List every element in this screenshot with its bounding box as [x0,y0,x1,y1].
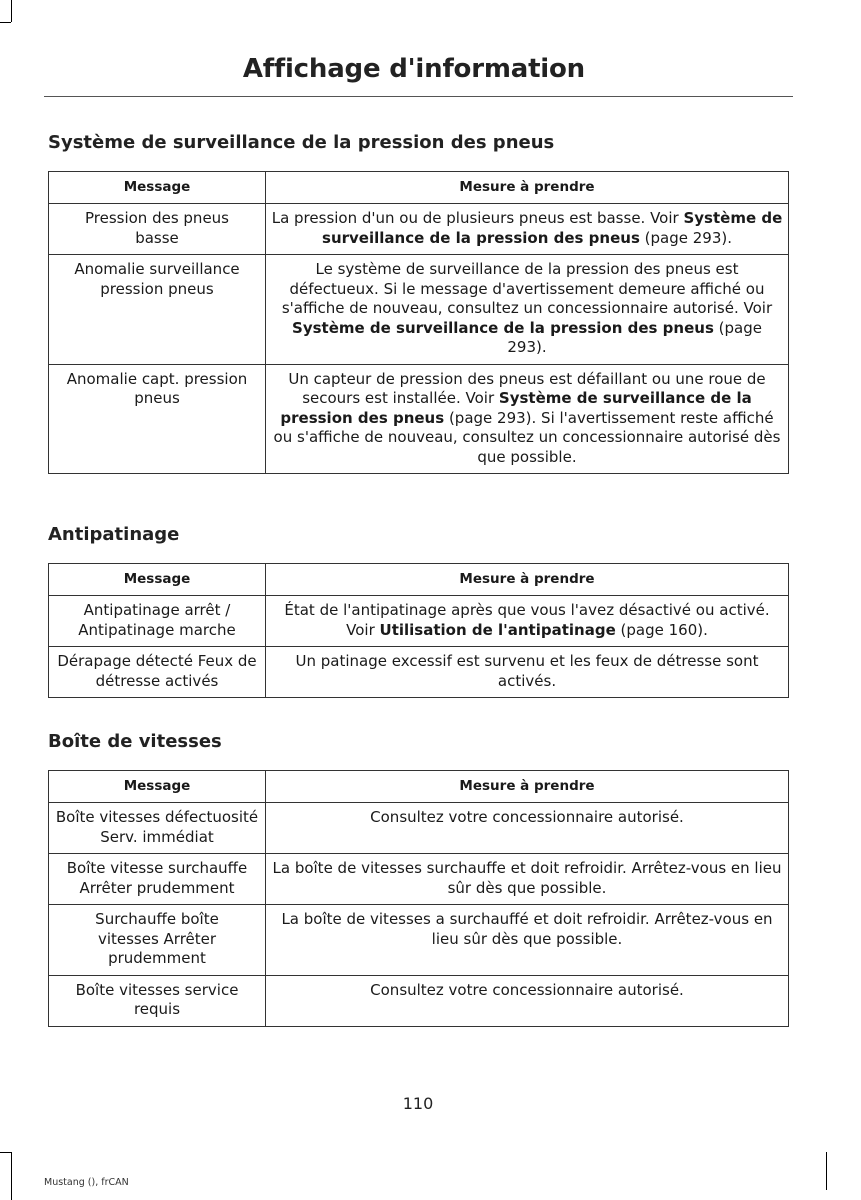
action-text: État de l'antipatinage après que vous l'avez désactivé ou activé. Voir [284,601,770,639]
action-cell [266,364,789,474]
action-text: Un capteur de pression des pneus est défaillant ou une roue de secours est installée. Voir [288,369,766,407]
message-cell: Surchauffe boîte vitesses Arrêter prudemment [49,905,266,976]
column-header-action: Mesure à prendre [266,771,789,803]
crop-mark [11,1152,12,1200]
action-text: Le système de surveillance de la pression des pneus est défectueux. Si le message d'avertissement demeure affiché ou s'affiche de nouveau, consultez un concessionnaire autorisé. Voir [281,260,773,317]
message-cell: Boîte vitesses défectuosité Serv. immédiat [49,803,266,854]
table-row [49,255,789,365]
message-cell: Antipatinage arrêt / Antipatinage marche [49,596,266,647]
section-heading-tpms: Système de surveillance de la pression des pneus [48,132,555,153]
column-header-message: Message [49,172,266,204]
table-header-row [49,564,789,596]
action-cell: Un patinage excessif est survenu et les feux de détresse sont activés. [266,647,789,698]
column-header-action: Mesure à prendre [266,172,789,204]
message-table-transmission [48,770,789,1027]
message-cell: Boîte vitesse surchauffe Arrêter prudemment [49,854,266,905]
document-id: Mustang (), frCAN [44,1177,129,1188]
table-row [49,204,789,255]
title-divider [44,96,793,97]
page-number: 110 [402,1094,434,1113]
section-heading-traction: Antipatinage [48,524,180,545]
message-cell: Anomalie capt. pression pneus [49,364,266,474]
table-row [49,364,789,474]
crop-mark [0,22,11,23]
action-text: (page 160). [615,620,708,639]
action-cell [266,255,789,365]
message-table-traction [48,563,789,698]
column-header-message: Message [49,771,266,803]
crop-mark [0,1152,11,1153]
section-heading-transmission: Boîte de vitesses [48,731,222,752]
message-cell: Anomalie surveillance pression pneus [49,255,266,365]
cross-reference-link[interactable]: Utilisation de l'antipatinage [379,620,616,639]
table-row [49,854,789,905]
message-cell: Dérapage détecté Feux de détresse activés [49,647,266,698]
crop-mark [11,0,12,22]
column-header-action: Mesure à prendre [266,564,789,596]
message-table-tpms [48,171,789,474]
column-header-message: Message [49,564,266,596]
cross-reference-link[interactable]: Système de surveillance de la pression des pneus [322,209,783,247]
table-row [49,975,789,1026]
action-cell: Consultez votre concessionnaire autorisé. [266,803,789,854]
page-title: Affichage d'information [242,54,585,84]
action-text: (page 293). [639,228,732,247]
table-header-row [49,172,789,204]
message-cell: Boîte vitesses service requis [49,975,266,1026]
action-cell [266,204,789,255]
table-row [49,647,789,698]
cross-reference-link[interactable]: Système de surveillance de la pression des pneus [292,318,714,337]
action-cell: La boîte de vitesses a surchauffé et doit refroidir. Arrêtez-vous en lieu sûr dès que possible. [266,905,789,976]
crop-mark [826,1152,827,1190]
action-cell [266,596,789,647]
action-cell: Consultez votre concessionnaire autorisé. [266,975,789,1026]
table-row [49,803,789,854]
table-row [49,596,789,647]
message-cell: Pression des pneus basse [49,204,266,255]
cross-reference-link[interactable]: Système de surveillance de la pression des pneus [280,389,752,427]
action-text: La pression d'un ou de plusieurs pneus est basse. Voir [271,209,684,227]
table-header-row [49,771,789,803]
action-text: (page 293). [507,318,762,356]
action-cell: La boîte de vitesses surchauffe et doit refroidir. Arrêtez-vous en lieu sûr dès que possible. [266,854,789,905]
action-text: (page 293). Si l'avertissement reste affiché ou s'affiche de nouveau, consultez un concessionnaire autorisé dès que possible. [273,408,781,466]
table-row [49,905,789,976]
